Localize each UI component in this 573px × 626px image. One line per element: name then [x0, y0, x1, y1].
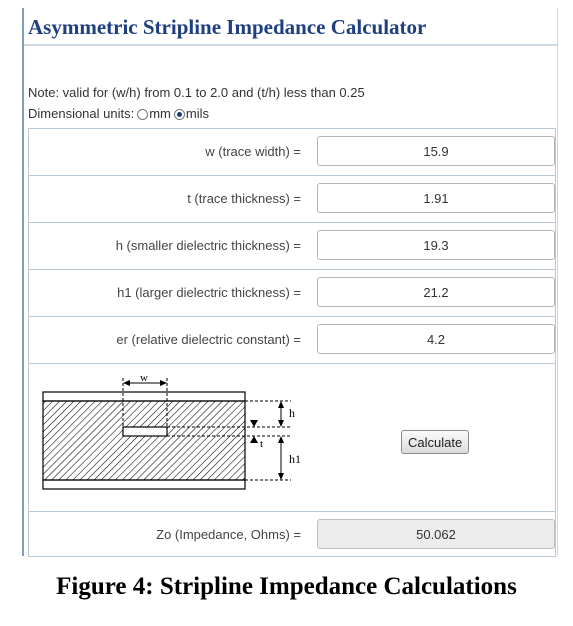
dielectric-constant-label: er (relative dielectric constant) = [116, 332, 301, 347]
calculator-title: Asymmetric Stripline Impedance Calculator [28, 15, 427, 39]
row-impedance-result [28, 511, 556, 557]
row-diagram [28, 363, 556, 511]
units-selector [28, 106, 209, 121]
calculate-button[interactable]: Calculate [401, 430, 469, 454]
dielectric-region [43, 401, 245, 480]
h1-dimension-label: h1 [289, 452, 301, 466]
dielectric-constant-input[interactable] [317, 324, 555, 354]
title-divider [24, 44, 557, 46]
impedance-label: Zo (Impedance, Ohms) = [156, 527, 301, 542]
row-dielectric-constant [28, 316, 556, 363]
units-radio-mm[interactable] [137, 109, 148, 120]
t-dimension-label: t [260, 438, 264, 450]
top-ground-plane [43, 392, 245, 401]
row-trace-width [28, 128, 556, 175]
h-dimension-label: h [289, 406, 295, 420]
larger-dielectric-input[interactable] [317, 277, 555, 307]
trace-width-input[interactable] [317, 136, 555, 166]
trace-thickness-input[interactable] [317, 183, 555, 213]
row-smaller-dielectric [28, 222, 556, 269]
units-label: Dimensional units: [28, 106, 135, 121]
trace-thickness-label: t (trace thickness) = [187, 191, 301, 206]
row-larger-dielectric [28, 269, 556, 316]
units-option-mm-label: mm [149, 106, 171, 121]
row-trace-thickness [28, 175, 556, 222]
trace-conductor [123, 427, 167, 436]
larger-dielectric-label: h1 (larger dielectric thickness) = [117, 285, 301, 300]
units-radio-mils[interactable] [174, 109, 185, 120]
units-option-mils-label: mils [185, 106, 209, 121]
calculator-panel [22, 8, 558, 556]
trace-width-label: w (trace width) = [205, 144, 301, 159]
figure-caption: Figure 4: Stripline Impedance Calculations [56, 573, 517, 600]
impedance-output[interactable] [317, 519, 555, 549]
w-dimension-label: w [140, 372, 148, 384]
smaller-dielectric-label: h (smaller dielectric thickness) = [115, 238, 301, 253]
stripline-diagram [41, 370, 321, 498]
validity-note: Note: valid for (w/h) from 0.1 to 2.0 and (t/h) less than 0.25 [28, 85, 365, 100]
bottom-ground-plane [43, 480, 245, 489]
smaller-dielectric-input[interactable] [317, 230, 555, 260]
